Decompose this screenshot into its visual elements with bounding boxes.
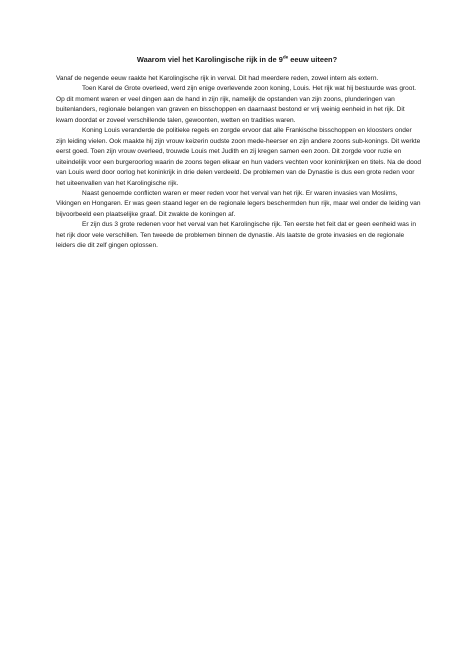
title-prefix: Waarom viel het Karolingische rijk in de 9 <box>136 55 283 64</box>
paragraph-louis: Koning Louis veranderde de politieke regels en zorgde ervoor dat alle Frankische bisschoppen en kloosters onder zijn leiding vielen. Ook maakte hij zijn vrouw keizerin oudste zoon mede-heerser en zijn andere zoons sub-konings. Dit werkte eerst goed. Toen zijn vrouw overleed, trouwde Louis met Judith en zij kregen samen een zoon. Dit zorgde voor ruzie en uiteindelijk voor een burgeroorlog waarin de zoons tegen elkaar en hun vaders vechten voor koninkrijken en titels. Na de dood van Louis werd door oorlog het koninkrijk in drie delen verdeeld. De problemen van de Dynastie is dus een grote reden voor het uiteenvallen van het Karolingische rijk. <box>56 127 422 187</box>
paragraph-invasions: Naast genoemde conflicten waren er meer reden voor het verval van het rijk. Er waren invasies van Moslims, Vikingen en Hongaren. Er was geen staand leger en de regionale legers beschermden hun rijk, maar wel onder de leiding van bijvoorbeeld een plaatselijke graaf. Dit zwakte de koningen af. <box>56 189 421 218</box>
page-title <box>0 55 474 65</box>
paragraph-conclusion: Er zijn dus 3 grote redenen voor het verval van het Karolingische rijk. Ten eerste het feit dat er geen eenheid was in het rijk door vele verschillen. Ten tweede de problemen binnen de dynastie. Als laatste de grote invasies en de regionale leiders die dit zelf gingen oplossen. <box>56 221 416 250</box>
title-suffix: eeuw uiteen? <box>288 55 338 64</box>
title-superscript: de <box>282 54 289 60</box>
paragraph-karel: Toen Karel de Grote overleed, werd zijn enige overlevende zoon koning, Louis. Het rijk wat hij bestuurde was groot. Op dit moment waren er veel dingen aan de hand in zijn rijk, namelijk de opstanden van zijn zoons, plunderingen van buitenlanders, regionale belangen van graven en bisschoppen en daarnaast bestond er vrij weinig eenheid in het rijk. Dit kwam doordat er zoveel verschillende talen, gewoonten, wetten en tradities waren. <box>56 85 417 124</box>
document-body <box>56 74 422 252</box>
paragraph-intro: Vanaf de negende eeuw raakte het Karolingische rijk in verval. Dit had meerdere reden, zowel intern als extern. <box>56 75 379 82</box>
